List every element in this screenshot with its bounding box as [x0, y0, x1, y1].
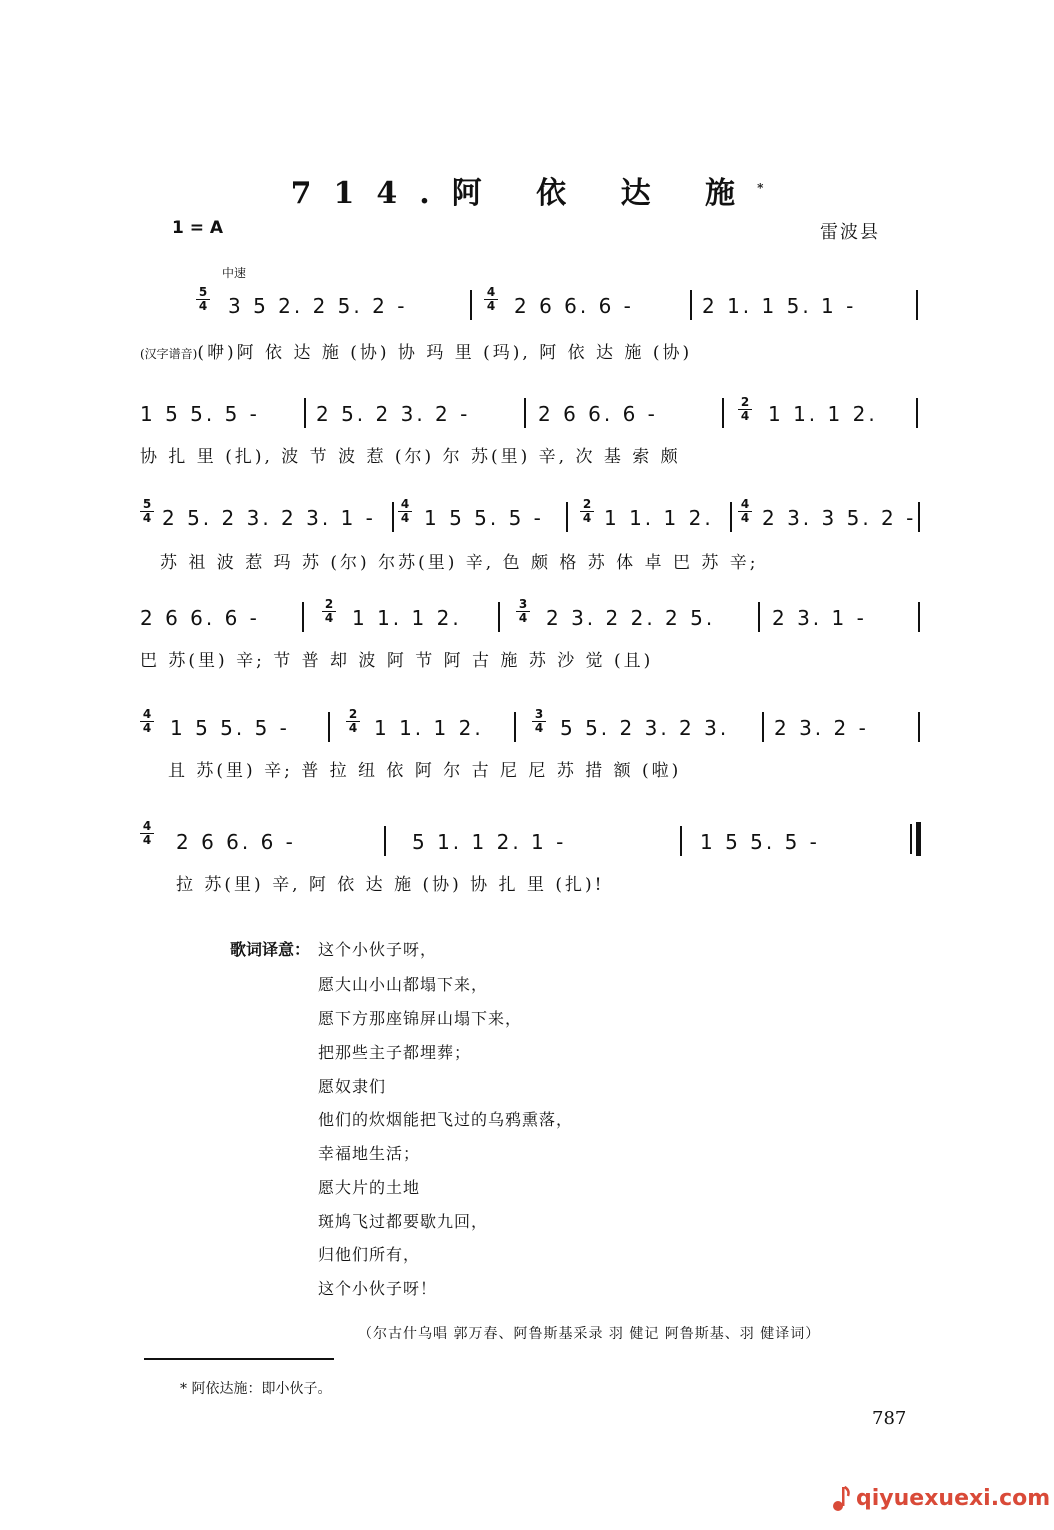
watermark-text: qiyuexuexi.com — [856, 1486, 1051, 1511]
translation-label: 歌词译意： — [230, 940, 311, 959]
measure-notes: 1 5 5. 5 - — [140, 402, 260, 426]
translation-line: 愿下方那座锦屏山塌下来， — [318, 1009, 523, 1028]
measure-notes: 2 3. 2 2. 2 5. — [546, 606, 716, 630]
barline — [722, 398, 724, 428]
measure-notes: 2 3. 2 - — [774, 716, 869, 740]
barline — [918, 502, 920, 532]
barline — [690, 290, 692, 320]
translation-line: 归他们所有， — [318, 1245, 421, 1264]
barline — [470, 290, 472, 320]
barline — [910, 824, 912, 854]
translation-line: 愿大山小山都塌下来， — [318, 975, 489, 994]
time-signature: 2 4 — [738, 396, 752, 423]
lyrics-line: 拉 苏(里) 辛, 阿 依 达 施 (协) 协 扎 里 (扎)! — [176, 875, 605, 895]
measure-notes: 2 6 6. 6 - — [538, 402, 658, 426]
time-signature: 4 4 — [140, 708, 154, 735]
measure-notes: 5 1. 1 2. 1 - — [412, 830, 567, 854]
barline — [304, 398, 306, 428]
barline — [498, 602, 500, 632]
translation-line: 这个小伙子呀， — [318, 940, 438, 959]
measure-notes: 1 1. 1 2. — [604, 506, 714, 530]
measure-notes: 1 5 5. 5 - — [170, 716, 290, 740]
translation-line: 斑鸠飞过都要歇九回， — [318, 1212, 489, 1231]
measure-notes: 2 6 6. 6 - — [140, 606, 260, 630]
title-footnote-mark: * — [757, 181, 764, 195]
barline — [392, 502, 394, 532]
barline — [514, 712, 516, 742]
translation-line: 这个小伙子呀！ — [318, 1279, 438, 1298]
barline — [730, 502, 732, 532]
time-signature: 3 4 — [532, 708, 546, 735]
barline — [384, 826, 386, 856]
measure-notes: 1 1. 1 2. — [374, 716, 484, 740]
measure-notes: 1 1. 1 2. — [768, 402, 878, 426]
lyrics-line: 苏 祖 波 惹 玛 苏 (尔) 尔苏(里) 辛, 色 颇 格 苏 体 卓 巴 苏 辛; — [160, 553, 759, 573]
measure-notes: 1 1. 1 2. — [352, 606, 462, 630]
footnote: * 阿依达施：即小伙子。 — [180, 1381, 332, 1397]
barline — [524, 398, 526, 428]
time-signature: 5 4 — [196, 286, 210, 313]
barline — [918, 602, 920, 632]
measure-notes: 2 5. 2 3. 2 - — [316, 402, 471, 426]
region-label: 雷波县 — [820, 222, 880, 243]
time-signature: 4 4 — [398, 498, 412, 525]
measure-notes: 5 5. 2 3. 2 3. — [560, 716, 730, 740]
final-barline — [916, 822, 921, 856]
barline — [916, 398, 918, 428]
credits-line: （尔古什乌唱 郭万春、阿鲁斯基采录 羽 健记 阿鲁斯基、羽 健译词） — [358, 1326, 821, 1342]
translation-line: 愿大片的土地 — [318, 1178, 421, 1197]
measure-notes: 3 5 2. 2 5. 2 - — [228, 294, 408, 318]
measure-notes: 1 5 5. 5 - — [424, 506, 544, 530]
measure-notes: 2 6 6. 6 - — [176, 830, 296, 854]
barline — [328, 712, 330, 742]
time-signature: 2 4 — [322, 598, 336, 625]
barline — [758, 602, 760, 632]
time-signature: 2 4 — [346, 708, 360, 735]
time-signature: 4 4 — [738, 498, 752, 525]
measure-notes: 1 5 5. 5 - — [700, 830, 820, 854]
measure-notes: 2 6 6. 6 - — [514, 294, 634, 318]
time-signature: 2 4 — [580, 498, 594, 525]
lyrics-line: 巴 苏(里) 辛; 节 普 却 波 阿 节 阿 古 施 苏 沙 觉 (且) — [140, 651, 654, 671]
barline — [762, 712, 764, 742]
tempo-marking: 中速 — [222, 266, 247, 280]
translation-line: 幸福地生活； — [318, 1144, 421, 1163]
footnote-divider — [144, 1358, 334, 1360]
barline — [302, 602, 304, 632]
key-signature: 1 = A — [172, 218, 224, 238]
measure-notes: 2 5. 2 3. 2 3. 1 - — [162, 506, 376, 530]
measure-notes: 2 1. 1 5. 1 - — [702, 294, 857, 318]
time-signature: 3 4 — [516, 598, 530, 625]
translation-line: 愿奴隶们 — [318, 1077, 387, 1096]
page-number: 787 — [872, 1408, 907, 1429]
barline — [680, 826, 682, 856]
barline — [566, 502, 568, 532]
time-signature: 5 4 — [140, 498, 154, 525]
time-signature: 4 4 — [140, 820, 154, 847]
translation-line: 他们的炊烟能把飞过的乌鸦熏落， — [318, 1110, 574, 1129]
lyrics-line: 协 扎 里 (扎), 波 节 波 惹 (尔) 尔 苏(里) 辛, 次 基 索 颇 — [140, 447, 681, 467]
measure-notes: 2 3. 3 5. 2 - — [762, 506, 917, 530]
song-title: 714.阿 依 达 施* — [290, 176, 764, 211]
watermark-logo-icon — [830, 1484, 852, 1512]
measure-notes: 2 3. 1 - — [772, 606, 867, 630]
barline — [918, 712, 920, 742]
lyrics-line: 且 苏(里) 辛; 普 拉 纽 依 阿 尔 古 尼 尼 苏 措 额 (啦) — [168, 761, 682, 781]
lyrics-line: (汉字谱音)(咿)阿 依 达 施 (协) 协 玛 里 (玛), 阿 依 达 施 (协) — [140, 343, 693, 363]
translation-line: 把那些主子都埋葬； — [318, 1043, 472, 1062]
barline — [916, 290, 918, 320]
time-signature: 4 4 — [484, 286, 498, 313]
